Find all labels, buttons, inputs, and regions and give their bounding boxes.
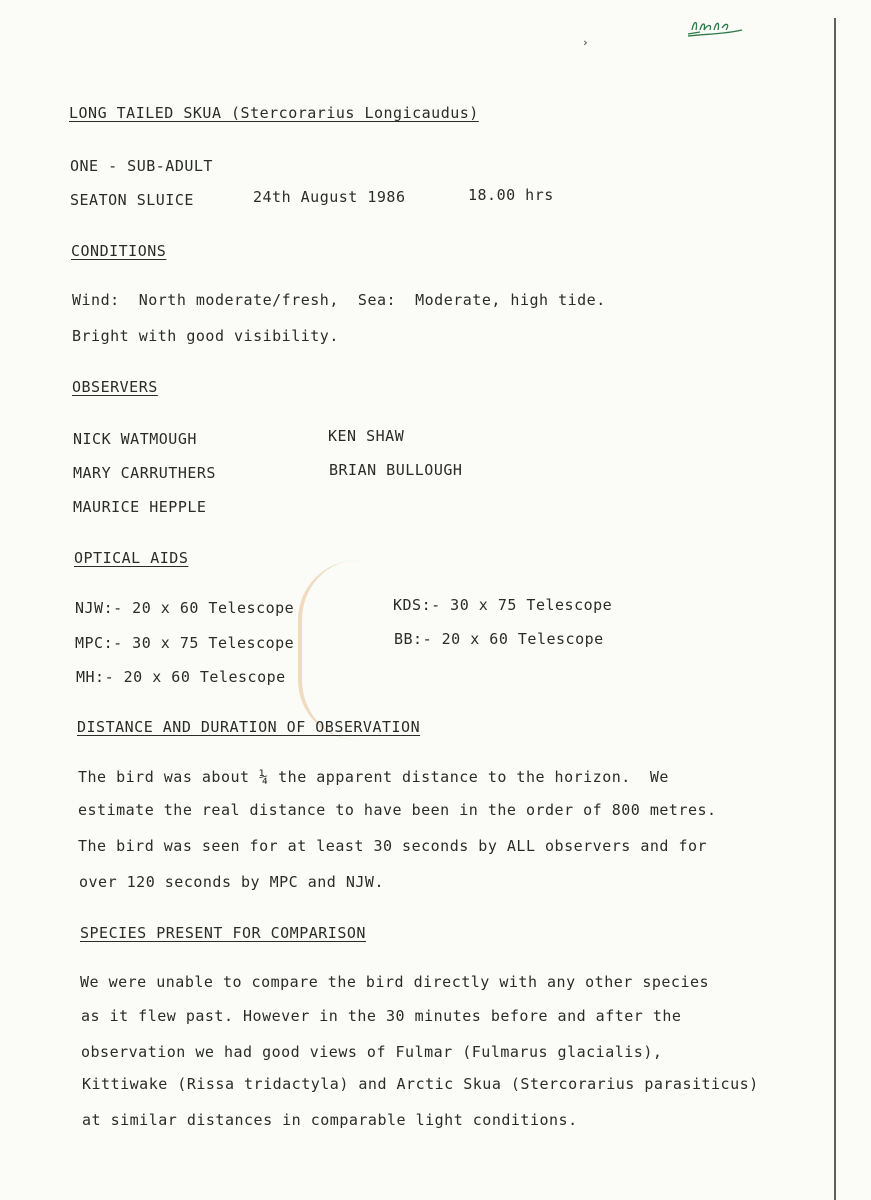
species-line: at similar distances in comparable light conditions. — [82, 1111, 578, 1129]
distance-line: The bird was about ¼ the apparent distance to the horizon. We — [78, 768, 669, 786]
optical-aid-item: MH:- 20 x 60 Telescope — [76, 668, 286, 686]
optical-aids-heading: OPTICAL AIDS — [74, 549, 189, 567]
observer-name: BRIAN BULLOUGH — [329, 461, 463, 479]
bird-count: ONE - SUB-ADULT — [70, 157, 213, 175]
distance-line: over 120 seconds by MPC and NJW. — [79, 873, 384, 891]
species-line: as it flew past. However in the 30 minutes before and after the — [81, 1007, 682, 1025]
time: 18.00 hrs — [468, 186, 554, 204]
date: 24th August 1986 — [253, 188, 406, 206]
optical-aid-item: KDS:- 30 x 75 Telescope — [393, 596, 613, 614]
handwritten-initials — [686, 16, 744, 43]
optical-aid-item: MPC:- 30 x 75 Telescope — [75, 634, 295, 652]
conditions-line-2: Bright with good visibility. — [72, 327, 339, 345]
distance-line: The bird was seen for at least 30 seconds by ALL observers and for — [78, 837, 708, 855]
species-line: observation we had good views of Fulmar (Fulmarus glacialis), — [81, 1043, 663, 1061]
species-heading: SPECIES PRESENT FOR COMPARISON — [80, 924, 366, 942]
distance-line: estimate the real distance to have been in the order of 800 metres. — [78, 801, 717, 819]
conditions-line-1: Wind: North moderate/fresh, Sea: Moderate, high tide. — [72, 291, 606, 309]
distance-heading: DISTANCE AND DURATION OF OBSERVATION — [77, 718, 421, 736]
observer-name: NICK WATMOUGH — [73, 430, 197, 448]
conditions-heading: CONDITIONS — [71, 242, 167, 260]
species-line: We were unable to compare the bird directly with any other species — [80, 973, 710, 991]
observer-name: KEN SHAW — [328, 427, 405, 445]
page-edge — [834, 18, 836, 1200]
small-mark-icon: › — [582, 36, 589, 49]
observers-heading: OBSERVERS — [72, 378, 158, 396]
location: SEATON SLUICE — [70, 191, 194, 209]
coffee-stain — [298, 560, 422, 740]
species-line: Kittiwake (Rissa tridactyla) and Arctic Skua (Stercorarius parasiticus) — [82, 1075, 759, 1093]
observer-name: MAURICE HEPPLE — [73, 498, 207, 516]
observer-name: MARY CARRUTHERS — [73, 464, 216, 482]
optical-aid-item: BB:- 20 x 60 Telescope — [394, 630, 604, 648]
optical-aid-item: NJW:- 20 x 60 Telescope — [75, 599, 295, 617]
document-title: LONG TAILED SKUA (Stercorarius Longicaudus) — [69, 104, 479, 122]
